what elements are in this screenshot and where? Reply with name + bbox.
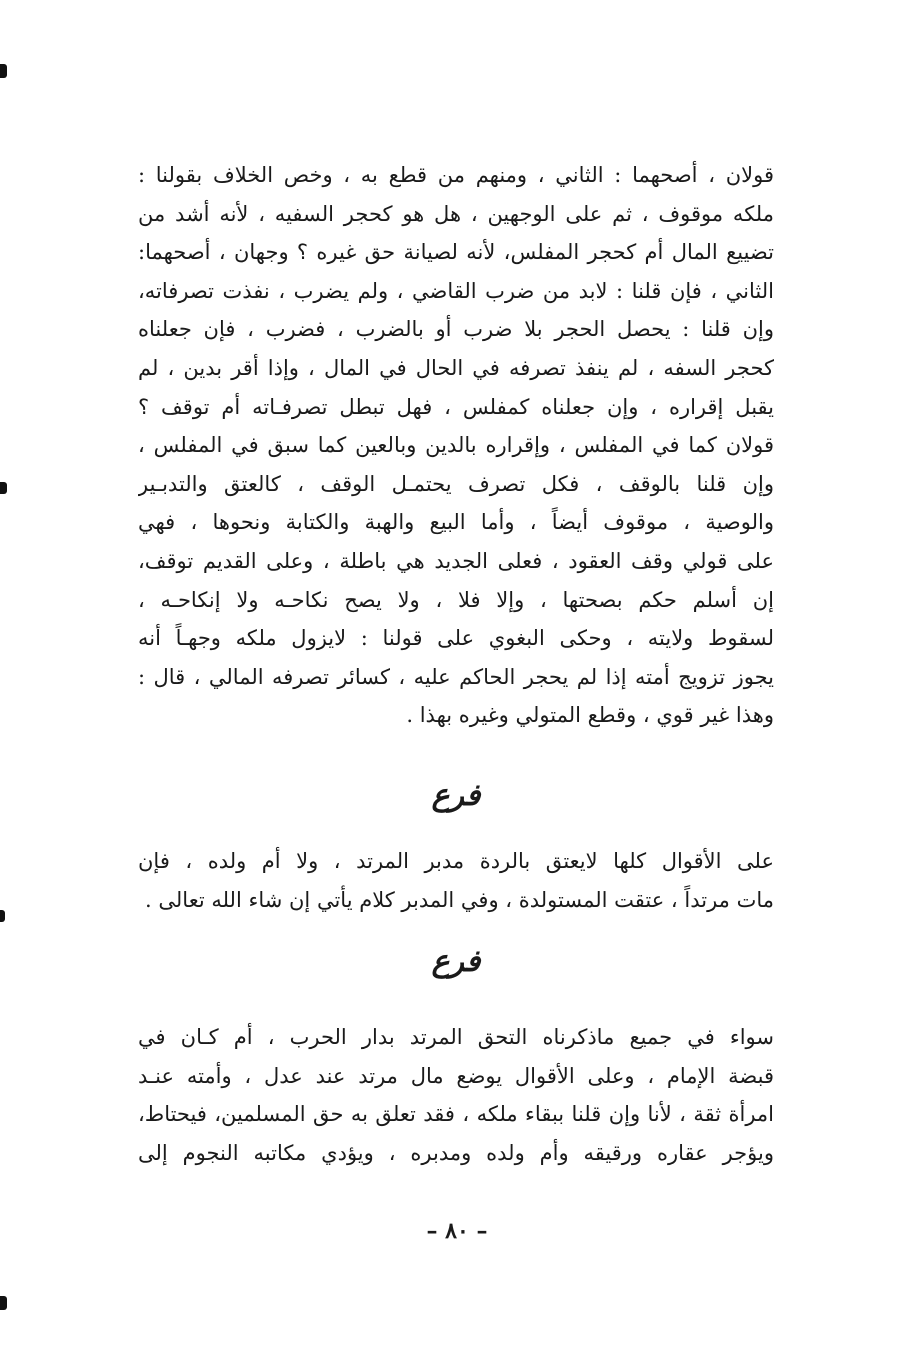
text-line: ملكه موقوف ، ثم على الوجهين ، هل هو كحجر السفيه ، لأنه أشد من: [138, 201, 774, 226]
scan-edge-mark: [0, 482, 7, 494]
text-line: قبضة الإمام ، وعلى الأقوال يوضع مال مرتد عند عدل ، وأمته عنـد: [138, 1063, 774, 1088]
section-heading: فرع: [431, 944, 481, 979]
text-line: يجوز تزويج أمته إذا لم يحجر الحاكم عليه ، كسائر تصرفه المالي ، قال :: [138, 664, 774, 689]
text-line: كحجر السفه ، لم ينفذ تصرفه في الحال في المال ، وإذا أقر بدين ، لم: [138, 355, 774, 380]
scan-edge-mark: [0, 64, 7, 78]
text-line: ويؤجر عقاره ورقيقه وأم ولده ومدبره ، ويؤدي مكاتبه النجوم إلى: [138, 1140, 774, 1165]
text-line: قولان ، أصحهما : الثاني ، ومنهم من قطع به ، وخص الخلاف بقولنا :: [138, 163, 774, 187]
text-line: مات مرتداً ، عتقت المستولدة ، وفي المدبر كلام يأتي إن شاء الله تعالى .: [145, 887, 774, 912]
paragraph-second: [138, 842, 774, 919]
section-heading: فرع: [431, 778, 481, 813]
text-line: سواء في جميع ماذكرناه التحق المرتد بدار الحرب ، أم كـان في: [138, 1025, 774, 1049]
text-line: الثاني ، فإن قلنا : لابد من ضرب القاضي ، ولم يضرب ، نفذت تصرفاته،: [138, 278, 774, 303]
text-line: وإن قلنا : يحصل الحجر بلا ضرب أو بالضرب ، فضرب ، فإن جعلناه: [138, 317, 774, 342]
paragraph-main: [138, 156, 774, 735]
text-line: امرأة ثقة ، لأنا وإن قلنا ببقاء ملكه ، فقد تعلق به حق المسلمين، فيحتاط،: [138, 1102, 774, 1127]
paragraph-third: [138, 1018, 774, 1172]
scan-edge-mark: [0, 910, 5, 922]
text-line: وهذا غير قوي ، وقطع المتولي وغيره بهذا .: [406, 703, 774, 728]
text-line: قولان كما في المفلس ، وإقراره بالدين وبالعين كما سبق في المفلس ،: [138, 433, 774, 458]
text-line: والوصية ، موقوف أيضاً ، وأما البيع والهبة والكتابة ونحوها ، فهي: [138, 510, 774, 535]
text-line: إن أسلم حكم بصحتها ، وإلا فلا ، ولا يصح نكاحـه ولا إنكاحـه ،: [138, 587, 774, 612]
text-line: على قولي وقف العقود ، فعلى الجديد هي باطلة ، وعلى القديم توقف،: [138, 548, 774, 573]
text-line: لسقوط ولايته ، وحكى البغوي على قولنا : لايزول ملكه وجهـاً أنه: [138, 626, 774, 651]
text-line: يقبل إقراره ، وإن جعلناه كمفلس ، فهل تبطل تصرفـاته أم توقف ؟: [138, 394, 774, 419]
text-line: وإن قلنا بالوقف ، فكل تصرف يحتمـل الوقف ، كالعتق والتدبـير: [138, 471, 774, 496]
text-line: تضييع المال أم كحجر المفلس، لأنه لصيانة حق غيره ؟ وجهان ، أصحهما:: [138, 240, 774, 265]
scan-edge-mark: [0, 1296, 7, 1310]
page-number: – ٨٠ –: [426, 1218, 488, 1244]
text-line: على الأقوال كلها لايعتق بالردة مدبر المرتد ، ولا أم ولده ، فإن: [138, 849, 774, 873]
